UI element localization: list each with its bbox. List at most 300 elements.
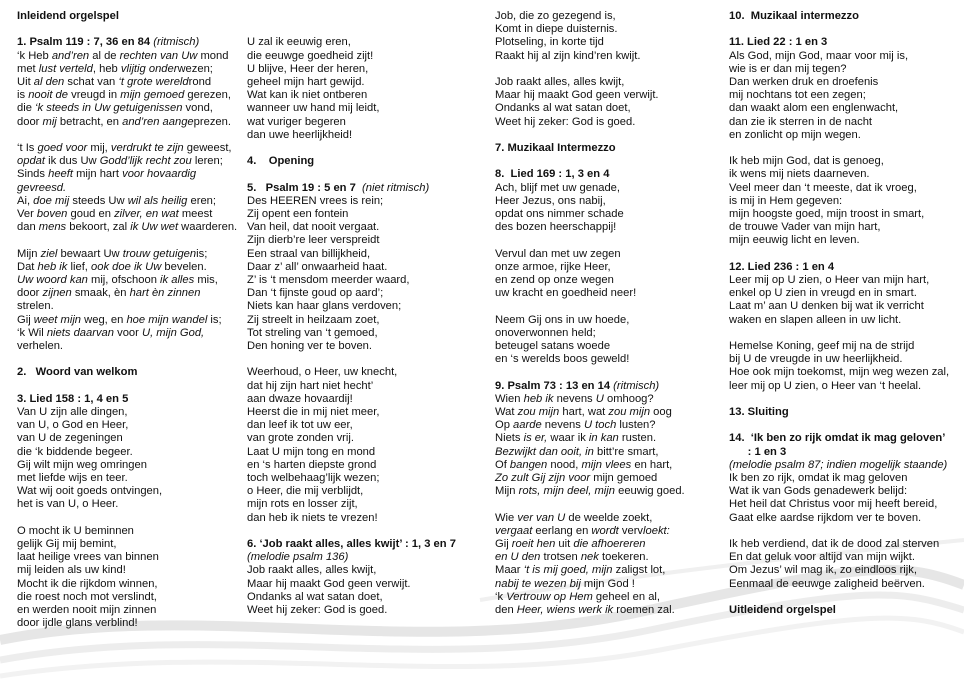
text-line <box>495 366 720 379</box>
text-line <box>729 208 961 221</box>
text-segment: steeds Uw <box>69 194 128 207</box>
text-segment: roeit hen <box>511 538 556 551</box>
text-line <box>247 551 477 564</box>
text-segment: 7. Muzikaal Intermezzo <box>495 142 616 154</box>
text-line <box>495 234 720 247</box>
text-segment: gevreesd. <box>17 181 67 194</box>
text-segment: eeuwig goed. <box>615 485 685 498</box>
text-line <box>729 366 961 379</box>
text-segment: Maar <box>495 564 524 577</box>
text-segment: zilver, en wat <box>114 208 179 221</box>
text-segment: mij leiden als uw kind! <box>17 564 126 577</box>
section-heading <box>729 10 961 23</box>
text-segment: des bozen heerschappij! <box>495 221 617 234</box>
text-segment: gelijk Gij mij bemint, <box>17 538 117 551</box>
text-segment: dan leef ik tot uw eer, <box>247 419 353 432</box>
text-segment: heeft <box>48 168 73 181</box>
text-segment: nevens <box>541 419 584 432</box>
text-segment: weet mijn <box>33 313 82 326</box>
text-segment: 3. Lied 158 : 1, 4 en 5 <box>17 392 129 405</box>
text-segment: de trouwe Vader van mijn hart, <box>729 221 881 234</box>
text-line <box>247 89 477 102</box>
text-line <box>247 353 477 366</box>
text-segment: zou mijn <box>608 406 651 418</box>
text-line <box>729 591 961 604</box>
text-segment: vergaat <box>495 524 533 537</box>
text-segment: (ritmisch) <box>153 36 200 49</box>
text-segment: Daar z’ all’ onwaarheid haat. <box>247 260 388 273</box>
text-segment: hart èn zinnen <box>129 287 201 300</box>
text-segment: wordt <box>591 524 619 537</box>
text-line <box>247 446 477 459</box>
text-line <box>495 155 720 168</box>
text-line <box>247 406 477 419</box>
text-segment: meest <box>178 208 213 221</box>
text-segment: (ritmisch) <box>613 379 660 392</box>
text-line <box>729 142 961 155</box>
text-line <box>17 116 242 129</box>
text-line <box>247 142 477 155</box>
text-line <box>17 551 242 564</box>
text-segment: vreugd in <box>68 89 121 102</box>
text-line <box>17 446 242 459</box>
text-line <box>729 129 961 142</box>
text-segment: zaligst lot, <box>612 564 666 577</box>
text-line <box>17 221 242 234</box>
text-line <box>729 195 961 208</box>
text-line <box>495 446 720 459</box>
text-line <box>17 129 242 142</box>
text-line <box>247 274 477 287</box>
text-segment: Job, die zo gezegend is, <box>495 10 616 22</box>
text-segment: U toch <box>583 419 617 432</box>
text-line <box>729 168 961 181</box>
text-segment: Veel meer dan ‘t meeste, dat ik vroeg, <box>729 181 917 194</box>
text-segment: mijn vlees <box>581 458 632 471</box>
text-line <box>729 327 961 340</box>
text-line <box>17 406 242 419</box>
text-line <box>729 116 961 129</box>
text-line <box>247 300 477 313</box>
text-segment: lust verteld <box>38 62 93 75</box>
text-line <box>17 617 242 630</box>
text-line <box>729 459 961 472</box>
text-segment: Inleidend orgelspel <box>17 10 119 22</box>
text-segment: Bezwijkt dan ooit, in <box>495 445 594 458</box>
text-segment: waarderen. <box>178 221 238 234</box>
text-line <box>17 512 242 525</box>
text-segment: weg, en <box>81 313 127 326</box>
text-line <box>495 393 720 406</box>
text-line <box>495 340 720 353</box>
text-segment: goud en <box>67 208 115 221</box>
text-line <box>729 50 961 63</box>
text-line <box>247 23 477 36</box>
text-segment: aan dwaze hovaardij! <box>247 392 353 405</box>
text-segment: Als God, mijn God, maar voor mij is, <box>729 49 909 62</box>
text-segment: ‘k steeds in Uw getuigenissen <box>35 102 183 115</box>
text-line <box>495 23 720 36</box>
text-segment: 2. Woord van welkom <box>17 366 138 379</box>
text-segment: Job raakt alles, alles kwijt, <box>495 76 625 88</box>
text-segment: ziel <box>40 247 58 260</box>
text-segment: waar ik <box>547 432 589 445</box>
text-segment: enkel op U zien in vreugd en in smart. <box>729 287 917 300</box>
text-segment: Leer mij op U zien, o Heer van mijn hart, <box>729 274 930 287</box>
text-line <box>17 234 242 247</box>
text-segment: Gij <box>495 538 512 551</box>
text-segment: bangen <box>509 458 548 471</box>
text-line <box>247 485 477 498</box>
section-heading <box>729 604 961 617</box>
text-segment: Z’ is ‘t mensdom meerder waard, <box>247 274 410 286</box>
text-segment: U <box>595 392 604 405</box>
text-line <box>495 248 720 261</box>
text-segment: betracht, en <box>56 115 123 128</box>
text-line <box>729 380 961 393</box>
text-segment: Laat U mijn tong en mond <box>247 445 376 458</box>
text-line <box>729 525 961 538</box>
text-segment: Eenmaal de eeuwge zaligheid beërven. <box>729 577 925 590</box>
text-line <box>495 525 720 538</box>
text-line <box>495 538 720 551</box>
text-segment: Weerhoud, o Heer, uw knecht, <box>247 366 398 379</box>
text-segment: door ijdle glans verblind! <box>17 617 138 630</box>
section-heading <box>17 393 242 406</box>
text-segment: mond <box>197 49 229 62</box>
text-segment: Heer Jezus, ons nabij, <box>495 194 606 207</box>
text-segment: vlijtig onder <box>120 62 178 75</box>
text-segment: loekt: <box>643 524 670 537</box>
text-segment: met <box>17 62 39 75</box>
text-line <box>247 63 477 76</box>
section-heading <box>17 366 242 379</box>
text-segment: wezen; <box>177 62 213 75</box>
text-segment: verdrukt te zijn <box>110 142 184 154</box>
text-segment: gerezen, <box>184 89 231 102</box>
text-line <box>729 76 961 89</box>
text-segment: Ik heb verdiend, dat ik de dood zal sterven <box>729 538 940 551</box>
text-line <box>247 432 477 445</box>
text-segment: en zonlicht op mijn wegen. <box>729 128 861 141</box>
text-segment: van U de zegeningen <box>17 432 123 445</box>
text-segment: lusten? <box>616 419 656 432</box>
text-segment: rond <box>188 76 212 88</box>
text-segment: bij U de vreugde in uw heerlijkheid. <box>729 353 903 366</box>
text-segment: aarde <box>513 419 542 432</box>
text-segment: wie is er dan mij tegen? <box>729 62 847 75</box>
text-line <box>495 353 720 366</box>
text-segment: Laat m’ aan U denken bij wat ik verricht <box>729 300 924 313</box>
text-segment: U blijve, Heer der heren, <box>247 62 369 75</box>
text-segment: (melodie psalm 87; indien mogelijk staande) <box>729 458 948 471</box>
text-segment: uit <box>555 538 574 551</box>
booklet-column-1 <box>17 10 242 630</box>
text-line <box>495 459 720 472</box>
section-heading <box>17 10 242 23</box>
text-segment: toekeren. <box>598 551 649 564</box>
booklet-column-2 <box>247 10 477 617</box>
text-segment: dan waakt alom een englenwacht, <box>729 102 899 115</box>
text-segment: lief, <box>67 260 92 273</box>
text-segment: Om Jezus’ wil mag ik, zo eindloos rijk, <box>729 564 917 577</box>
text-segment: eren; <box>187 194 217 207</box>
text-segment: Mijn <box>495 485 519 498</box>
text-line <box>495 300 720 313</box>
text-segment: wat vuriger begeren <box>247 115 346 128</box>
text-segment: (melodie psalm 136) <box>247 551 349 564</box>
text-segment: Weet hij zeker: God is goed. <box>495 115 636 128</box>
text-line <box>495 551 720 564</box>
text-line <box>247 195 477 208</box>
text-line <box>17 248 242 261</box>
text-segment: en U den <box>495 551 541 564</box>
text-line <box>495 102 720 115</box>
text-segment: geweest, <box>183 142 232 154</box>
text-line <box>247 340 477 353</box>
text-line <box>495 327 720 340</box>
text-line <box>729 314 961 327</box>
text-segment: nevens <box>553 392 596 405</box>
text-segment: mis, <box>194 274 218 287</box>
text-segment: Zij streelt in heilzaam zoet, <box>247 313 380 326</box>
text-segment: Een straal van billijkheid, <box>247 247 371 260</box>
text-line <box>17 472 242 485</box>
section-heading <box>729 36 961 49</box>
text-line <box>17 63 242 76</box>
text-line <box>729 182 961 195</box>
text-line <box>247 208 477 221</box>
text-segment: rots, mijn deel, mijn <box>518 485 615 498</box>
text-line <box>495 419 720 432</box>
text-line <box>495 50 720 63</box>
text-line <box>729 221 961 234</box>
text-line <box>17 195 242 208</box>
text-segment: opdat ons nimmer schade <box>495 208 624 220</box>
text-segment: wil als heilig <box>127 194 188 207</box>
text-segment: Wat <box>495 406 518 418</box>
text-line <box>247 459 477 472</box>
text-segment: schat van <box>64 76 119 88</box>
text-segment: mijn hart <box>72 168 123 181</box>
text-line <box>17 353 242 366</box>
text-segment: die roest noch mot verslindt, <box>17 590 157 603</box>
text-segment: dan <box>17 221 39 234</box>
text-segment: en hart, <box>631 458 673 471</box>
text-segment: 6. ‘Job raakt alles, alles kwijt’ : 1, 3 en 7 <box>247 538 456 551</box>
text-line <box>247 591 477 604</box>
text-line <box>247 102 477 115</box>
text-line <box>247 578 477 591</box>
text-segment: opdat <box>17 155 45 168</box>
text-line <box>729 63 961 76</box>
text-segment: laat heilige vrees van binnen <box>17 551 159 564</box>
text-segment: heb ik <box>37 260 68 273</box>
text-line <box>729 551 961 564</box>
text-segment: die afhoereren <box>573 538 646 551</box>
text-segment: Dan werken druk en droefenis <box>729 76 879 88</box>
text-segment: prezen. <box>193 115 231 128</box>
text-line <box>247 472 477 485</box>
text-segment: and’ren aange <box>122 115 194 128</box>
text-segment: Zijn dierb’re leer verspreidt <box>247 234 380 247</box>
text-segment: Zo zult Gij zijn voor <box>495 472 591 485</box>
text-segment: dan zie ik sterren in de nacht <box>729 115 873 128</box>
text-line <box>247 564 477 577</box>
section-heading <box>729 446 961 459</box>
text-segment: Gaat elke aardse rijkdom ver te boven. <box>729 511 922 524</box>
text-segment: rusten. <box>618 432 657 445</box>
text-segment: Gij <box>17 313 34 326</box>
text-segment: mens <box>38 221 67 234</box>
text-segment: in kan <box>588 432 619 445</box>
text-segment: verv <box>618 524 644 537</box>
text-segment: bitt’re smart, <box>593 445 659 458</box>
text-segment: leren; <box>191 155 223 168</box>
text-line <box>247 525 477 538</box>
text-segment: dan heb ik niets te vrezen! <box>247 511 378 524</box>
text-segment: ik dus Uw <box>45 155 100 168</box>
text-segment: Vervul dan met uw zegen <box>495 247 621 260</box>
text-segment: bevelen. <box>161 260 207 273</box>
text-line <box>729 578 961 591</box>
text-segment: 10. Muzikaal intermezzo <box>729 10 859 22</box>
text-line <box>495 432 720 445</box>
text-segment: is er, <box>523 432 548 445</box>
text-segment: is; <box>207 313 222 326</box>
section-heading <box>495 142 720 155</box>
text-segment: nek <box>580 551 599 564</box>
text-segment: Weet hij zeker: God is goed. <box>247 604 388 617</box>
text-segment: is mij in Hem gegeven: <box>729 194 843 207</box>
text-segment: Hoe ook mijn toekomst, mijn weg wezen zal, <box>729 366 950 379</box>
text-segment: al de <box>89 49 120 62</box>
text-segment: Heerst die in mij niet meer, <box>247 406 380 419</box>
text-segment: 12. Lied 236 : 1 en 4 <box>729 260 835 273</box>
text-segment: onoverwonnen held; <box>495 326 596 339</box>
text-segment: Heer, wiens werk ik <box>516 604 614 617</box>
text-segment: mijn hoogste goed, mijn troost in smart, <box>729 208 925 221</box>
text-segment: het is van U, o Heer. <box>17 498 119 511</box>
text-line <box>247 327 477 340</box>
text-line <box>17 591 242 604</box>
text-line <box>17 142 242 155</box>
text-line <box>17 380 242 393</box>
text-segment: U, mijn God, <box>141 326 205 339</box>
text-segment: waken en slapen alleen in uw licht. <box>729 313 902 326</box>
text-segment: van grote zonden vrij. <box>247 432 354 445</box>
text-line <box>729 234 961 247</box>
text-line <box>247 287 477 300</box>
text-segment: Maar hij maakt God geen verwijt. <box>247 577 411 590</box>
text-line <box>495 498 720 511</box>
text-segment: strelen. <box>17 300 54 313</box>
text-segment: boven <box>36 208 68 221</box>
text-line <box>247 380 477 393</box>
section-heading <box>729 432 961 445</box>
text-segment: ik wens mij niets daarneven. <box>729 168 870 181</box>
text-line <box>247 10 477 23</box>
text-segment: Tot streling van ‘t gemoed, <box>247 326 378 339</box>
text-segment: en ‘s werelds boos geweld! <box>495 353 630 366</box>
text-segment: 4. Opening <box>247 155 315 168</box>
text-segment: mijn God ! <box>580 577 635 590</box>
text-line <box>247 314 477 327</box>
text-line <box>247 50 477 63</box>
text-segment: mijn eeuwig licht en leven. <box>729 234 860 247</box>
text-line <box>17 182 242 195</box>
text-segment: Uw woord kan <box>17 274 88 287</box>
text-line <box>495 221 720 234</box>
text-segment: (niet ritmisch) <box>362 181 430 194</box>
text-segment: niets daarvan <box>46 326 114 339</box>
text-line <box>17 498 242 511</box>
text-line <box>17 274 242 287</box>
text-segment: Hemelse Koning, geef mij na de strijd <box>729 340 915 353</box>
text-segment: leer mij op U zien, o Heer van ‘t heelal. <box>729 379 922 392</box>
text-segment: Des HEEREN vrees is rein; <box>247 194 384 207</box>
text-segment: geheel mijn hart gewijd. <box>247 75 365 88</box>
text-line <box>247 512 477 525</box>
text-segment: 14. ‘Ik ben zo rijk omdat ik mag geloven’ <box>729 432 946 445</box>
text-segment: Ai, <box>17 194 34 207</box>
text-line <box>17 432 242 445</box>
text-line <box>729 89 961 102</box>
text-line <box>17 287 242 300</box>
text-segment: mij <box>42 115 57 128</box>
text-segment: 9. Psalm 73 : 13 en 14 <box>495 379 614 392</box>
text-line <box>17 208 242 221</box>
text-segment: doe mij <box>33 194 70 207</box>
text-segment: and’ren <box>51 49 90 62</box>
text-line <box>495 63 720 76</box>
text-line <box>729 274 961 287</box>
text-line <box>247 366 477 379</box>
text-segment: 11. Lied 22 : 1 en 3 <box>729 36 828 49</box>
text-segment: Op <box>495 419 514 432</box>
text-line <box>17 23 242 36</box>
text-line <box>247 129 477 142</box>
text-segment: Ondanks al wat satan doet, <box>495 102 631 115</box>
text-line <box>17 327 242 340</box>
text-segment: en zend op onze wegen <box>495 274 614 286</box>
text-segment: : 1 en 3 <box>729 445 787 458</box>
section-heading <box>729 406 961 419</box>
text-segment: trouw getuigen <box>122 247 197 260</box>
text-line <box>247 182 477 195</box>
text-line <box>495 406 720 419</box>
text-segment: ik alles <box>160 274 195 287</box>
text-segment: dan uwe heerlijkheid! <box>247 128 353 141</box>
text-line <box>17 261 242 274</box>
text-segment: heb ik <box>523 392 554 405</box>
text-line <box>247 419 477 432</box>
text-segment: ook doe ik Uw <box>91 260 162 273</box>
text-line <box>729 248 961 261</box>
text-line <box>17 525 242 538</box>
text-segment: die eeuwge goedheid zijt! <box>247 49 374 62</box>
text-line <box>17 604 242 617</box>
text-line <box>729 23 961 36</box>
text-segment: ver van U <box>517 511 566 524</box>
text-segment: 5. Psalm 19 : 5 en 7 <box>247 181 363 194</box>
text-line <box>17 89 242 102</box>
text-segment: beteugel satans woede <box>495 340 611 352</box>
text-segment: ‘k <box>495 590 507 603</box>
text-segment: bewaart Uw <box>57 247 123 260</box>
text-line <box>247 261 477 274</box>
text-segment: goed voor <box>37 142 88 154</box>
